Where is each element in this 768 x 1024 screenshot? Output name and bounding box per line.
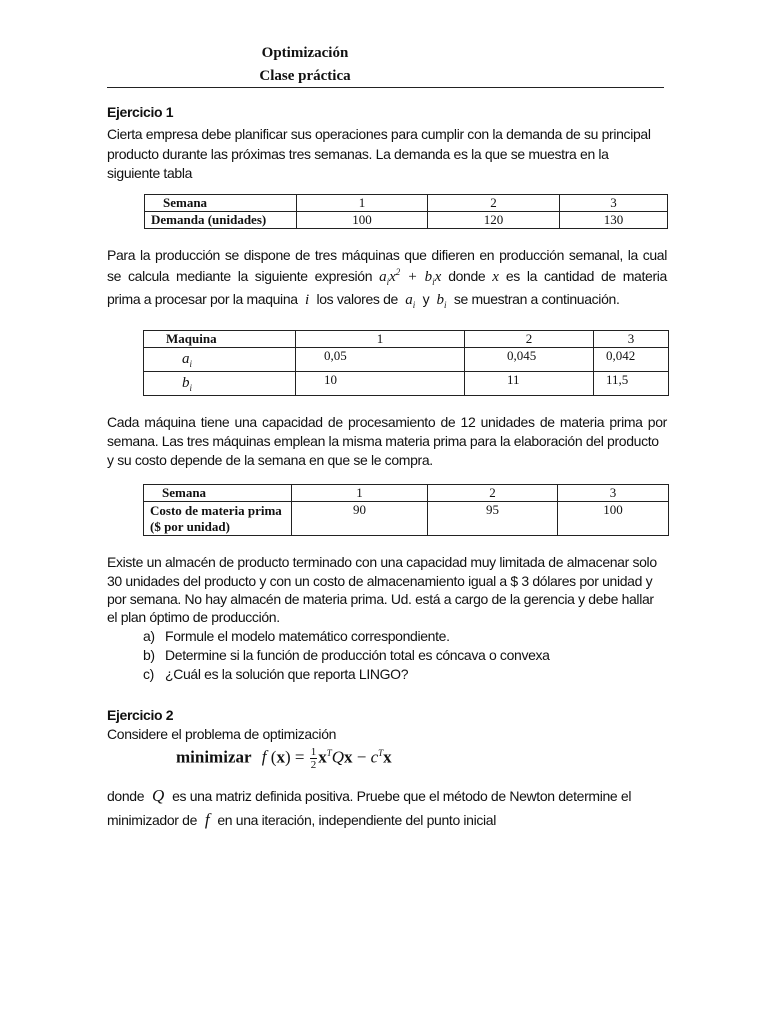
machine-b-value-1: 10 bbox=[296, 372, 465, 396]
document-title: Optimización bbox=[261, 45, 349, 61]
cost-table bbox=[143, 484, 669, 536]
capacity-line-1: Cada máquina tiene una capacidad de procesamiento de 12 unidades de materia prima por bbox=[107, 414, 667, 430]
variable-i: i bbox=[301, 292, 313, 308]
production-line-1: Para la producción se dispone de tres máquinas que difieren en producción semanal, la cual bbox=[107, 247, 667, 263]
machine-a-value-3: 0,042 bbox=[594, 348, 669, 372]
header-rule bbox=[107, 87, 664, 88]
machine-row-a-label: $a_i$ bbox=[144, 348, 296, 372]
list-item-label: c) bbox=[143, 666, 154, 682]
exercise-2-intro: Considere el problema de optimización bbox=[107, 726, 337, 742]
cost-row-label-line-1: Costo de materia prima bbox=[150, 502, 282, 518]
variable-a-i: $a_i$ bbox=[401, 292, 416, 310]
cost-header-2: 2 bbox=[428, 485, 558, 502]
list-item-label: b) bbox=[143, 647, 155, 663]
machine-header-2: 2 bbox=[465, 331, 594, 348]
machine-a-value-2: 0,045 bbox=[465, 348, 594, 372]
machine-a-value-1: 0,05 bbox=[296, 348, 465, 372]
capacity-line-3: y su costo depende de la semana en que se le compra. bbox=[107, 452, 433, 468]
cost-header-1: 1 bbox=[292, 485, 428, 502]
storage-line-3: por semana. No hay almacén de materia prima. Ud. está a cargo de la gerencia y debe hallar bbox=[107, 591, 654, 607]
demand-header-3: 3 bbox=[560, 195, 668, 212]
exercise-2-line-2-text-a: minimizador de bbox=[107, 812, 198, 828]
exercise-2-line-2-text-b: en una iteración, independiente del punto inicial bbox=[217, 812, 496, 828]
demand-table-row bbox=[145, 212, 668, 229]
exercise-2-line-1 bbox=[107, 786, 667, 806]
production-line-3-text-a: prima a procesar por la maquina bbox=[107, 291, 298, 307]
capacity-line-2: semana. Las tres máquinas emplean la misma materia prima para la elaboración del producto bbox=[107, 433, 659, 449]
cost-header-3: 3 bbox=[558, 485, 669, 502]
machine-table-header-row bbox=[144, 331, 669, 348]
cost-header-week: Semana bbox=[144, 485, 292, 502]
exercise-1-intro-line-3: siguiente tabla bbox=[107, 165, 193, 181]
demand-header-1: 1 bbox=[297, 195, 428, 212]
variable-b-i: $b_i$ bbox=[432, 292, 447, 310]
machine-b-value-2: 11 bbox=[465, 372, 594, 396]
cost-row-label-line-2: ($ por unidad) bbox=[150, 518, 230, 534]
exercise-1-heading: Ejercicio 1 bbox=[107, 104, 174, 120]
exercise-1-intro-line-1: Cierta empresa debe planificar sus operaciones para cumplir con la demanda de su principal bbox=[107, 126, 651, 142]
list-item-text: ¿Cuál es la solución que reporta LINGO? bbox=[165, 666, 409, 682]
storage-line-4: el plan óptimo de producción. bbox=[107, 609, 280, 625]
machine-header-label: Maquina bbox=[144, 331, 296, 348]
exercise-1-intro-line-2: producto durante las próximas tres semanas. La demanda es la que se muestra en la bbox=[107, 146, 609, 162]
list-item bbox=[143, 646, 663, 665]
machine-b-value-3: 11,5 bbox=[594, 372, 669, 396]
list-item bbox=[143, 665, 663, 684]
production-line-3 bbox=[107, 290, 667, 310]
one-half-fraction: $\frac{1}{2}$ bbox=[310, 746, 317, 771]
machine-row-b bbox=[144, 372, 669, 396]
minimize-word: minimizar bbox=[176, 747, 252, 767]
production-line-3-text-b: los valores de bbox=[316, 291, 398, 307]
demand-value-3: 130 bbox=[560, 212, 668, 229]
exercise-2-line-2 bbox=[107, 810, 667, 830]
machine-header-1: 1 bbox=[296, 331, 465, 348]
cost-value-1: 90 bbox=[292, 502, 428, 536]
list-item-text: Formule el modelo matemático correspondiente. bbox=[165, 628, 450, 644]
variable-Q: Q bbox=[147, 786, 169, 805]
document-subtitle: Clase práctica bbox=[259, 68, 351, 84]
production-line-2 bbox=[107, 267, 667, 287]
production-line-2-text-c: es la cantidad de materia bbox=[505, 268, 667, 284]
list-item-label: a) bbox=[143, 628, 155, 644]
demand-header-week: Semana bbox=[145, 195, 297, 212]
variable-x: x bbox=[492, 269, 499, 285]
cost-table-row bbox=[144, 502, 669, 536]
storage-line-1: Existe un almacén de producto terminado con una capacidad muy limitada de almacenar solo bbox=[107, 554, 657, 570]
exercise-2-line-1-text-a: donde bbox=[107, 788, 145, 804]
demand-value-2: 120 bbox=[428, 212, 560, 229]
storage-line-2: 30 unidades del producto y con un costo de almacenamiento igual a $ 3 dólares por unidad y bbox=[107, 573, 653, 589]
machine-row-b-label: $b_i$ bbox=[144, 372, 296, 396]
demand-row-label: Demanda (unidades) bbox=[145, 212, 297, 229]
exercise-2-heading: Ejercicio 2 bbox=[107, 707, 174, 723]
demand-table bbox=[144, 194, 668, 229]
production-line-2-text-b: donde bbox=[448, 268, 486, 284]
machine-row-a bbox=[144, 348, 669, 372]
demand-table-header-row bbox=[145, 195, 668, 212]
cost-row-label bbox=[144, 502, 292, 536]
machine-header-3: 3 bbox=[594, 331, 669, 348]
cost-table-header-row bbox=[144, 485, 669, 502]
objective-formula: minimizar f (x) = $\frac{1}{2}$ $x^TQx - c^Tx$ bbox=[176, 746, 392, 771]
production-line-3-text-c: y bbox=[422, 291, 430, 307]
machine-table bbox=[143, 330, 669, 396]
production-expression: $a_ix^2 + b_ix$ bbox=[379, 267, 442, 287]
demand-header-2: 2 bbox=[428, 195, 560, 212]
cost-value-2: 95 bbox=[428, 502, 558, 536]
exercise-2-line-1-text-b: es una matriz definida positiva. Pruebe que el método de Newton determine el bbox=[172, 788, 632, 804]
production-line-3-text-d: se muestran a continuación. bbox=[453, 291, 620, 307]
demand-value-1: 100 bbox=[297, 212, 428, 229]
list-item bbox=[143, 627, 663, 646]
cost-value-3: 100 bbox=[558, 502, 669, 536]
variable-f: f bbox=[200, 810, 214, 829]
list-item-text: Determine si la función de producción total es cóncava o convexa bbox=[165, 647, 550, 663]
production-line-2-text-a: se calcula mediante la siguiente expresión bbox=[107, 268, 373, 284]
